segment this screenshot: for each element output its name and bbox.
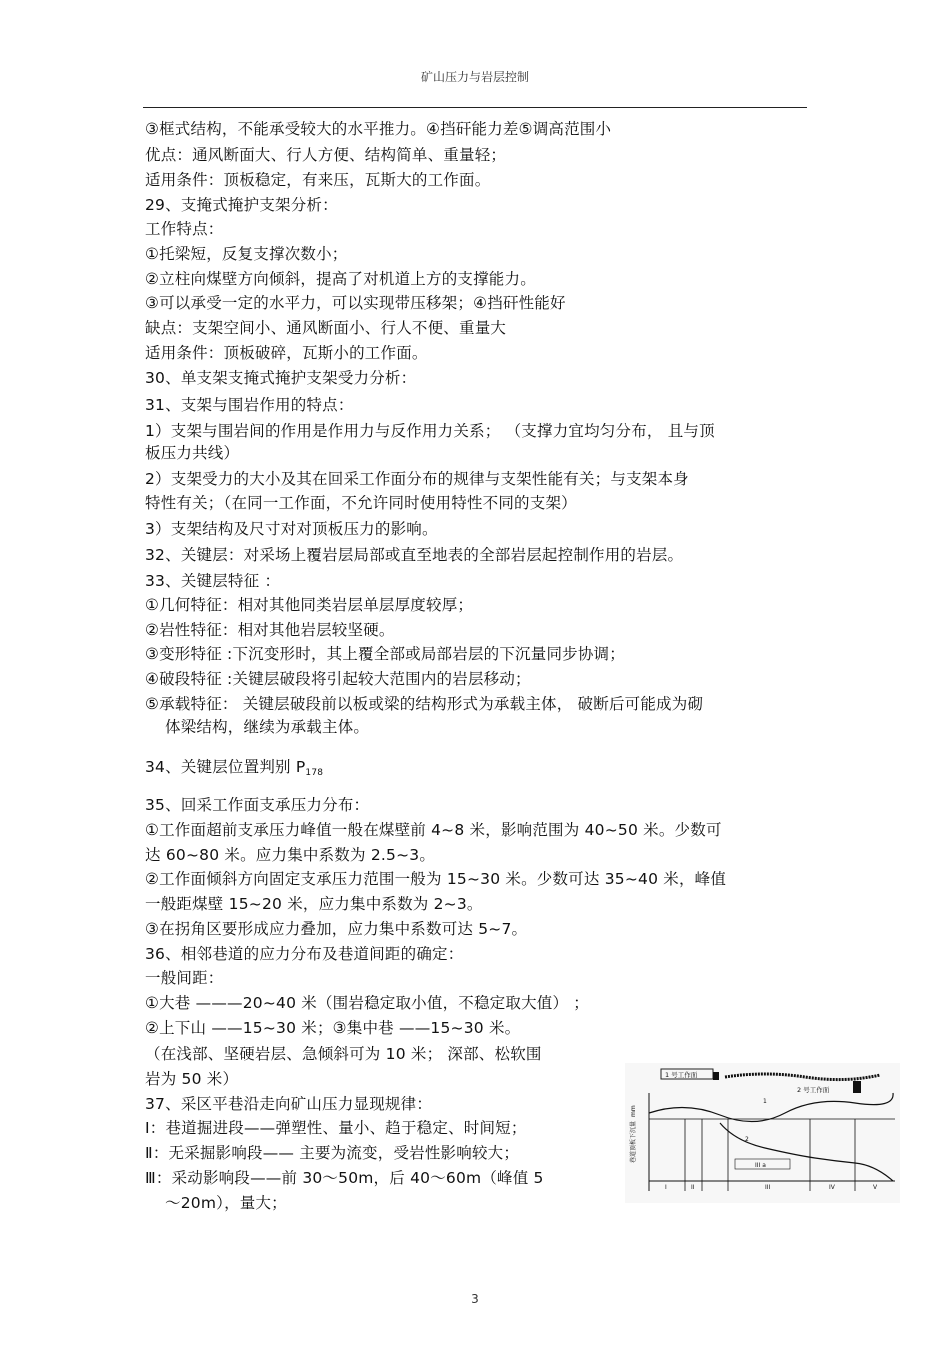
text-line: ①托梁短，反复支撑次数小； [145, 245, 348, 263]
text-line: 36、相邻巷道的应力分布及巷道间距的确定： [145, 945, 464, 963]
text-line: 一般间距： [145, 969, 224, 987]
roadway-pressure-figure [625, 1063, 900, 1203]
text-line: 3）支架结构及尺寸对对顶板压力的影响。 [145, 520, 438, 538]
text-line: 工作特点： [145, 220, 224, 238]
y-axis-unit: mm [630, 1105, 637, 1117]
text-line: ①工作面超前支承压力峰值一般在煤壁前 4~8 米，影响范围为 40~50 米。少数可 [145, 821, 722, 839]
zone-label-5: V [873, 1184, 878, 1191]
face1-marker [713, 1072, 719, 1080]
header-rule [143, 107, 807, 108]
zone-label-1: I [665, 1184, 667, 1191]
text-line: ②立柱向煤壁方向倾斜，提高了对机道上方的支撑能力。 [145, 270, 536, 288]
text-line: 缺点：支架空间小、通风断面小、行人不便、重量大 [145, 319, 507, 337]
text-line: 37、采区平巷沿走向矿山压力显现规律： [145, 1095, 433, 1113]
y-axis-label: 巷道顶板下沉量 [630, 1120, 637, 1163]
curve-1-label: 1 [763, 1098, 767, 1105]
text-line: 体梁结构，继续为承载主体。 [165, 718, 370, 736]
text-line: Ⅰ：巷道掘进段——弹塑性、量小、趋于稳定、时间短； [145, 1119, 527, 1137]
zone-label-3: III [765, 1184, 771, 1191]
text-line: 35、回采工作面支承压力分布： [145, 796, 370, 814]
text-line: 达 60~80 米。应力集中系数为 2.5~3。 [145, 846, 436, 864]
text-line: ③在拐角区要形成应力叠加，应力集中系数可达 5~7。 [145, 920, 528, 938]
subzone-label: III a [755, 1162, 766, 1169]
text-line: 适用条件：顶板稳定，有来压，瓦斯大的工作面。 [145, 171, 491, 189]
text-line-34 [145, 757, 323, 783]
text-line: 29、支掩式掩护支架分析： [145, 196, 338, 214]
text-line: 特性有关；（在同一工作面，不允许同时使用特性不同的支架） [145, 494, 577, 512]
text-line: 板压力共线） [145, 444, 240, 462]
text-line: ～20m），量大； [165, 1194, 287, 1212]
text-line: 31、支架与围岩作用的特点： [145, 396, 354, 414]
text-line: 适用条件：顶板破碎，瓦斯小的工作面。 [145, 344, 428, 362]
text-line: 30、单支架支掩式掩护支架受力分析： [145, 369, 417, 387]
zone-label-4: IV [829, 1184, 835, 1191]
face2-marker [853, 1081, 861, 1093]
text-line: （在浅部、坚硬岩层、急倾斜可为 10 米； 深部、松软围 [145, 1045, 542, 1063]
text-line: ①几何特征：相对其他同类岩层单层厚度较厚； [145, 596, 474, 614]
text-line: ②岩性特征：相对其他岩层较坚硬。 [145, 621, 395, 639]
face2-label: 2 号工作面 [797, 1086, 830, 1094]
text-line: ②上下山 ——15~30 米；③集中巷 ——15~30 米。 [145, 1019, 521, 1037]
text-line: ②工作面倾斜方向固定支承压力范围一般为 15~30 米。少数可达 35~40 米，峰值 [145, 870, 727, 888]
text-line: 33、关键层特征 ： [145, 572, 281, 590]
text-line: 岩为 50 米） [145, 1070, 239, 1088]
page-number: 3 [471, 1292, 479, 1306]
text-line: ①大巷 ———20~40 米（围岩稳定取小值，不稳定取大值） ； [145, 994, 590, 1012]
text-line: Ⅲ：采动影响段——前 30～50m，后 40～60m（峰值 5 [145, 1169, 544, 1187]
curve-2-label: 2 [745, 1136, 749, 1143]
page-header: 矿山压力与岩层控制 [420, 70, 529, 84]
text-line: 优点：通风断面大、行人方便、结构简单、重量轻； [145, 146, 507, 164]
text-line: 2）支架受力的大小及其在回采工作面分布的规律与支架性能有关；与支架本身 [145, 470, 689, 488]
text-line: Ⅱ：无采掘影响段—— 主要为流变，受岩性影响较大； [145, 1144, 520, 1162]
text-line: 一般距煤壁 15~20 米，应力集中系数为 2~3。 [145, 895, 483, 913]
text-line: ③变形特征 :下沉变形时，其上覆全部或局部岩层的下沉量同步协调； [145, 645, 625, 663]
text-line: 32、关键层：对采场上覆岩层局部或直至地表的全部岩层起控制作用的岩层。 [145, 546, 684, 564]
text-line: 1）支架与围岩间的作用是作用力与反作用力关系； （支撑力宜均匀分布， 且与顶 [145, 422, 715, 440]
face1-label: 1 号工作面 [665, 1071, 698, 1079]
line34-page: 178 [305, 768, 324, 778]
text-line: ④破段特征 :关键层破段将引起较大范围内的岩层移动； [145, 670, 531, 688]
text-line: ③可以承受一定的水平力，可以实现带压移架；④挡矸性能好 [145, 294, 566, 312]
text-line: ⑤承载特征： 关键层破段前以板或梁的结构形式为承载主体， 破断后可能成为砌 [145, 695, 704, 713]
zone-label-2: II [691, 1184, 695, 1191]
text-line: ③框式结构，不能承受较大的水平推力。④挡矸能力差⑤调高范围小 [145, 120, 612, 138]
line34-text: 34、关键层位置判别 P [145, 758, 306, 776]
